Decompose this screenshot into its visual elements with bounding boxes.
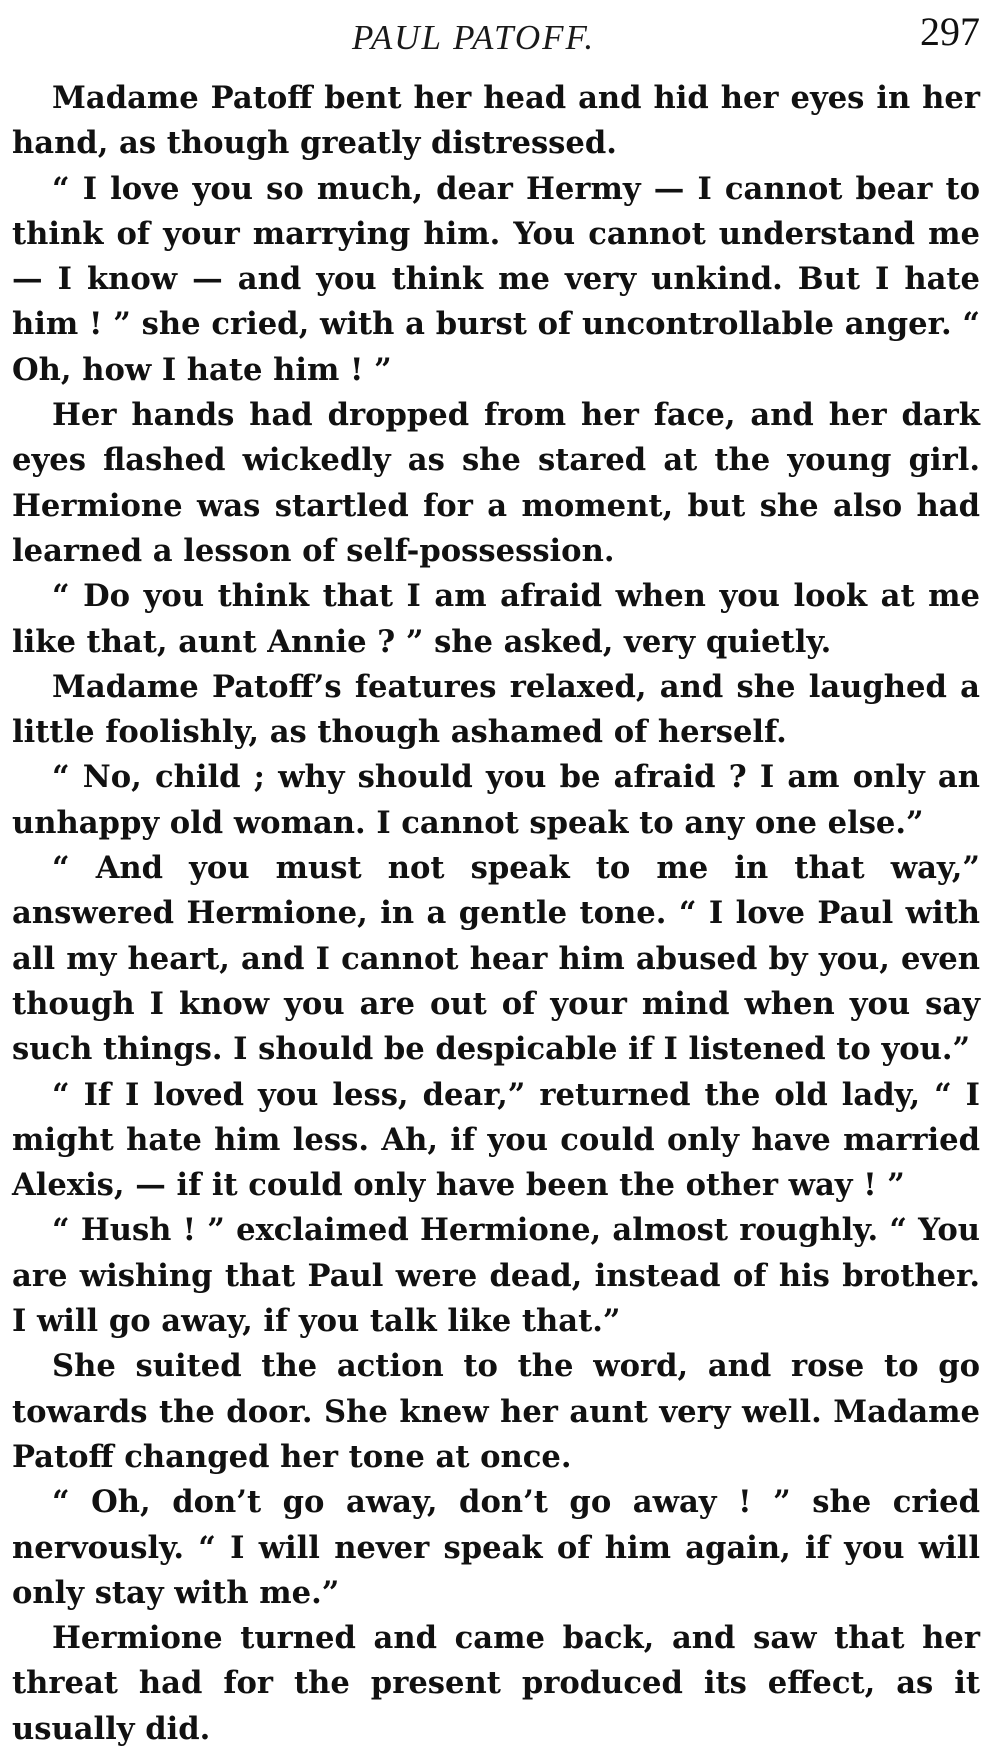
book-page bbox=[12, 0, 980, 1747]
paragraph-2: “ I love you so much, dear Hermy — I cannot bear to think of your marrying him. You cannot understand me — I know — and you think me very unkind. But I hate him ! ” she cried, with a burst of uncontrollable anger. “ Oh, how I hate him ! ” bbox=[12, 170, 980, 388]
paragraph-12: Hermione turned and came back, and saw that her threat had for the present produced its effect, as it usually did. bbox=[12, 1620, 980, 1747]
paragraph-5: Madame Patoff’s features relaxed, and she laughed a little foolishly, as though ashamed of herself. bbox=[12, 668, 980, 751]
paragraph-3: Her hands had dropped from her face, and her dark eyes flashed wickedly as she stared at the young girl. Hermione was startled for a moment, but she also had learned a lesson of self-possession. bbox=[12, 397, 980, 569]
body-text bbox=[12, 76, 980, 1752]
paragraph-11: “ Oh, don’t go away, don’t go away ! ” she cried nervously. “ I will never speak of him again, if you will only stay with me.” bbox=[12, 1484, 980, 1611]
paragraph-9: “ Hush ! ” exclaimed Hermione, almost roughly. “ You are wishing that Paul were dead, instead of his brother. I will go away, if you talk like that.” bbox=[12, 1212, 980, 1340]
paragraph-8: “ If I loved you less, dear,” returned the old lady, “ I might hate him less. Ah, if you could only have married Alexis, — if it could only have been the other way ! ” bbox=[12, 1076, 980, 1204]
paragraph-6: “ No, child ; why should you be afraid ? I am only an unhappy old woman. I cannot speak to any one else.” bbox=[12, 759, 980, 841]
paragraph-7: “ And you must not speak to me in that way,” answered Hermione, in a gentle tone. “ I love Paul with all my heart, and I cannot hear him abused by you, even though I know you are out of your mind when you say such things. I should be despicable if I listened to you.” bbox=[12, 850, 980, 1068]
paragraph-4: “ Do you think that I am afraid when you look at me like that, aunt Annie ? ” she asked, very quietly. bbox=[12, 578, 980, 660]
running-title: PAUL PATOFF. bbox=[352, 18, 596, 57]
paragraph-1: Madame Patoff bent her head and hid her eyes in her hand, as though greatly distressed. bbox=[12, 80, 980, 162]
running-head bbox=[12, 8, 980, 68]
paragraph-10: She suited the action to the word, and rose to go towards the door. She knew her aunt very well. Madame Patoff changed her tone at once. bbox=[12, 1348, 980, 1475]
page-number: 297 bbox=[920, 9, 980, 54]
